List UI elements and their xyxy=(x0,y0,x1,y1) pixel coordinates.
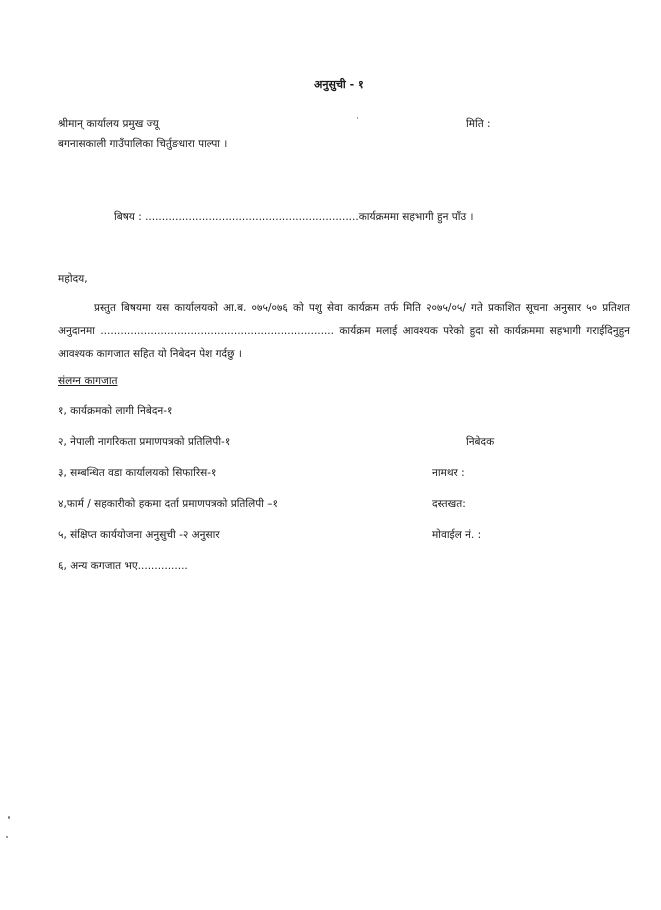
applicant-name-label: नामथर : xyxy=(432,467,465,479)
applicant-heading: निबेदक xyxy=(466,436,495,448)
subject-line: बिषय : ................................................................कार्यक्रममा सहभागी हुन पाँउ । xyxy=(114,211,474,223)
attachment-item: ६, अन्य कगजात भए............... xyxy=(58,560,188,572)
date-label: मिति : xyxy=(466,118,491,130)
applicant-signature-label: दस्तखत: xyxy=(432,498,466,510)
scan-speck xyxy=(6,836,8,838)
attachments-heading: संलग्न कागजात xyxy=(58,375,118,387)
attachment-item: १, कार्यक्रमको लागी निबेदन-१ xyxy=(58,405,173,417)
attachment-item: ३, सम्बन्धित वडा कार्यालयको सिफारिस-१ xyxy=(58,467,217,479)
page-heading: अनुसुची - १ xyxy=(314,78,364,91)
scan-speck xyxy=(357,117,358,119)
addressee-line-1: श्रीमान् कार्यालय प्रमुख ज्यू xyxy=(58,118,159,130)
attachment-item: २, नेपाली नागरिकता प्रमाणपत्रको प्रतिलिपी-१ xyxy=(58,436,231,448)
addressee-line-2: बगनासकाली गाउँपालिका चिर्तुङधारा पाल्पा । xyxy=(58,138,228,150)
attachment-item: ४,फार्म / सहकारीको हकमा दर्ता प्रमाणपत्रको प्रतिलिपी –१ xyxy=(58,498,278,510)
salutation: महोदय, xyxy=(58,273,88,285)
body-paragraph-text: प्रस्तुत बिषयमा यस कार्यालयको आ.ब. ०७५/०७६ को पशु सेवा कार्यक्रम तर्फ मिति २०७५/०५/ गते प्रकाशित सूचना अनुसार ५० प्रतिशत अनुदानमा ...................................................................... कार्यक्रम मलाई आवश्यक परेको हुदा सो कार्यक्रममा सहभागी गराईदिनुहुन आवश्यक कागजात सहित यो निबेदन पेश गर्दछु । xyxy=(58,302,630,360)
attachment-item: ५, संक्षिप्त कार्ययोजना अनुसुची -२ अनुसार xyxy=(58,529,220,541)
scan-speck xyxy=(8,816,10,819)
applicant-mobile-label: मोवाईल नं. : xyxy=(432,529,482,541)
body-paragraph xyxy=(58,297,630,366)
